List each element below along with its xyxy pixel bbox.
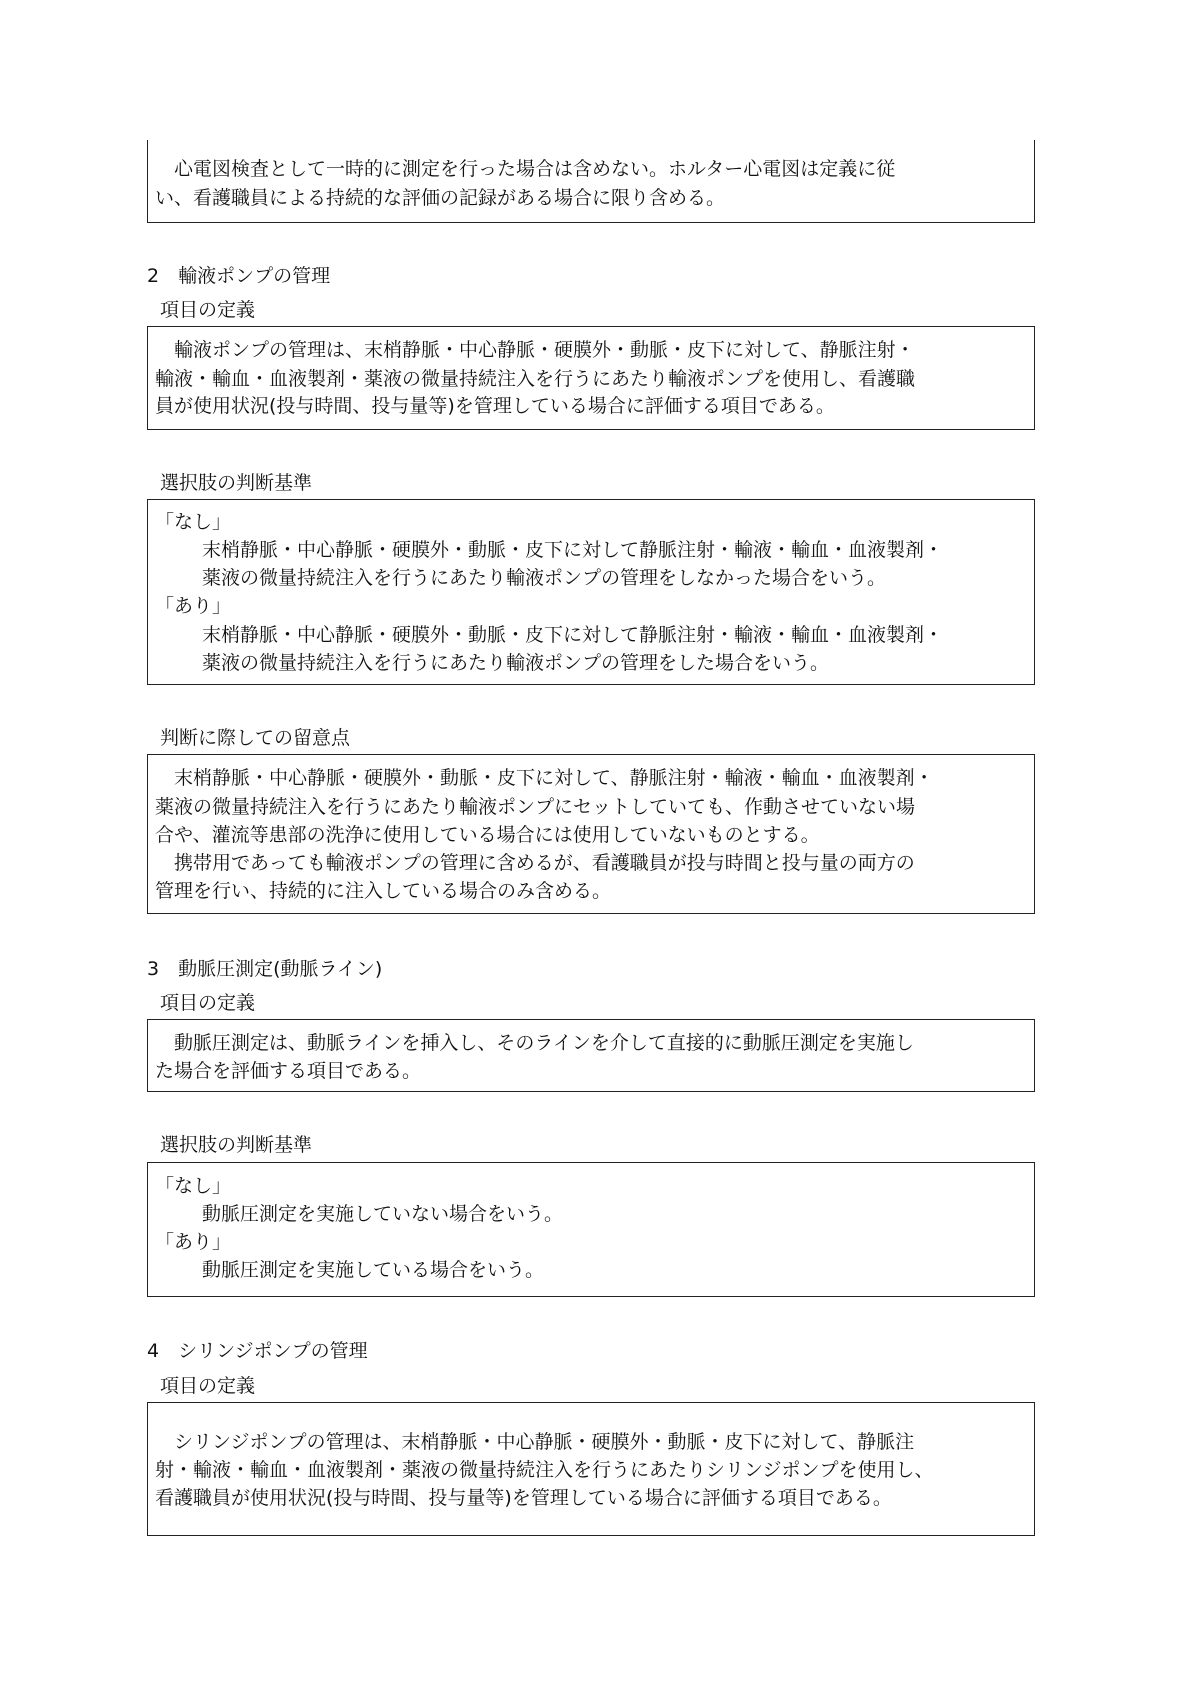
sec3-none-label: 「なし」 [155, 1175, 232, 1197]
sec2-none-line-1: 末梢静脈・中心静脈・硬膜外・動脈・皮下に対して静脈注射・輸液・輸血・血液製剤・ [202, 539, 944, 561]
sec2-def-line-1: 輸液ポンプの管理は、末梢静脈・中心静脈・硬膜外・動脈・皮下に対して、静脈注射・ [155, 339, 915, 361]
sec3-criteria-label: 選択肢の判断基準 [160, 1134, 313, 1156]
sec2-none-line-2: 薬液の微量持続注入を行うにあたり輸液ポンプの管理をしなかった場合をいう。 [202, 567, 887, 589]
sec4-title: 4 シリンジポンプの管理 [147, 1340, 368, 1362]
sec2-criteria-label: 選択肢の判断基準 [160, 472, 313, 494]
sec2-notes-line-1: 末梢静脈・中心静脈・硬膜外・動脈・皮下に対して、静脈注射・輸液・輸血・血液製剤・ [155, 767, 934, 789]
sec4-def-line-2: 射・輸液・輸血・血液製剤・薬液の微量持続注入を行うにあたりシリンジポンプを使用し、 [155, 1459, 934, 1481]
sec2-notes-line-3: 合や、灌流等患部の洗浄に使用している場合には使用していないものとする。 [155, 824, 820, 846]
sec2-none-label: 「なし」 [155, 511, 232, 533]
sec4-def-line-1: シリンジポンプの管理は、末梢静脈・中心静脈・硬膜外・動脈・皮下に対して、静脈注 [155, 1431, 915, 1453]
sec2-def-label: 項目の定義 [160, 299, 256, 321]
ecg-line-1: 心電図検査として一時的に測定を行った場合は含めない。ホルター心電図は定義に従 [155, 158, 896, 180]
sec3-def-line-1: 動脈圧測定は、動脈ラインを挿入し、そのラインを介して直接的に動脈圧測定を実施し [155, 1032, 914, 1054]
sec2-notes-label: 判断に際しての留意点 [160, 727, 351, 749]
sec3-def-label: 項目の定義 [160, 992, 256, 1014]
ecg-line-2: い、看護職員による持続的な評価の記録がある場合に限り含める。 [155, 187, 726, 209]
sec3-yes-line-1: 動脈圧測定を実施している場合をいう。 [202, 1259, 545, 1281]
sec2-title: 2 輸液ポンプの管理 [147, 265, 331, 287]
sec4-def-line-3: 看護職員が使用状況(投与時間、投与量等)を管理している場合に評価する項目である。 [155, 1487, 892, 1509]
sec2-yes-label: 「あり」 [155, 595, 232, 617]
sec3-none-line-1: 動脈圧測定を実施していない場合をいう。 [202, 1203, 564, 1225]
sec2-yes-line-2: 薬液の微量持続注入を行うにあたり輸液ポンプの管理をした場合をいう。 [202, 652, 830, 674]
sec2-yes-line-1: 末梢静脈・中心静脈・硬膜外・動脈・皮下に対して静脈注射・輸液・輸血・血液製剤・ [202, 624, 944, 646]
sec4-def-label: 項目の定義 [160, 1375, 256, 1397]
sec3-def-line-2: た場合を評価する項目である。 [155, 1060, 422, 1082]
sec3-title: 3 動脈圧測定(動脈ライン) [147, 958, 383, 980]
sec3-yes-label: 「あり」 [155, 1231, 232, 1253]
sec2-notes-line-4: 携帯用であっても輸液ポンプの管理に含めるが、看護職員が投与時間と投与量の両方の [155, 852, 915, 874]
sec2-def-line-3: 員が使用状況(投与時間、投与量等)を管理している場合に評価する項目である。 [155, 395, 835, 417]
sec2-notes-line-5: 管理を行い、持続的に注入している場合のみ含める。 [155, 880, 612, 902]
sec2-def-line-2: 輸液・輸血・血液製剤・薬液の微量持続注入を行うにあたり輸液ポンプを使用し、看護職 [155, 368, 916, 390]
sec2-notes-line-2: 薬液の微量持続注入を行うにあたり輸液ポンプにセットしていても、作動させていない場 [155, 796, 916, 818]
